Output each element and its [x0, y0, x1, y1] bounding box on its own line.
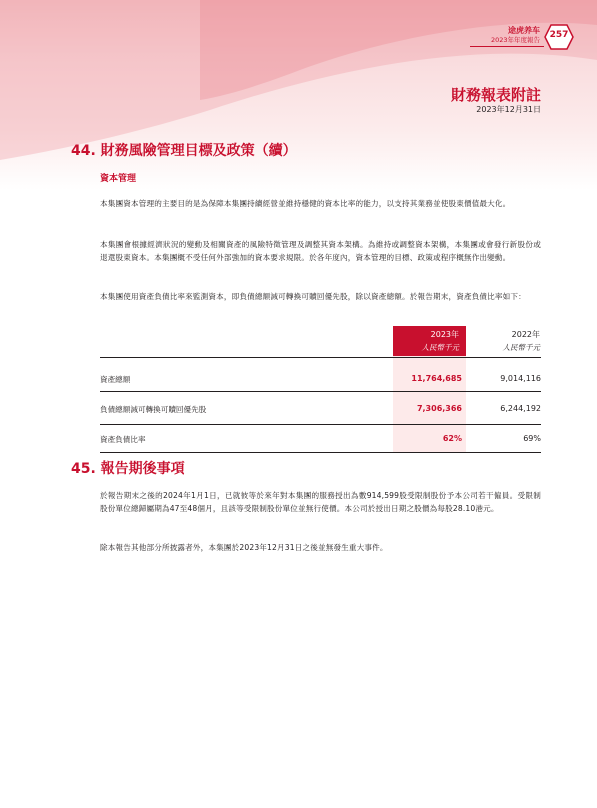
capital-management-paragraph-3: 本集團使用資產負債比率來監測資本，即負債總額減可轉換可贖回優先股，除以資產總額。於報告期末，資產負債比率如下：: [100, 292, 526, 301]
table-row-gearing-2022: 69%: [523, 434, 541, 443]
note-44-heading: 44. 財務風險管理目標及政策（續）: [71, 143, 297, 159]
page-number-badge: [544, 24, 574, 50]
capital-management-subheading: 資本管理: [100, 174, 137, 184]
current-year-label: 2023年: [430, 330, 459, 339]
brand-name: 途虎养车: [508, 26, 540, 35]
previous-year-unit: 人民幣千元: [502, 343, 540, 352]
table-row-gearing-label: 資產負債比率: [100, 435, 146, 444]
section-title: 財務報表附註: [450, 86, 541, 104]
header-rule: [470, 46, 544, 47]
note-45-heading: 45. 報告期後事項: [71, 461, 185, 477]
table-bottom-rule: [100, 452, 541, 453]
table-row-rule: [100, 424, 541, 425]
report-title: 2023年年度報告: [490, 36, 540, 44]
section-date: 2023年12月31日: [476, 105, 541, 114]
capital-management-paragraph-1: 本集團資本管理的主要目的是為保障本集團持續經營並維持穩健的資本比率的能力，以支持其業務並使股東價值最大化。: [100, 199, 511, 208]
subsequent-events-paragraph-2: 除本報告其他部分所披露者外，本集團於2023年12月31日之後並無發生重大事件。: [100, 543, 388, 552]
table-row-gearing-2023: 62%: [442, 434, 462, 443]
table-header-rule: [100, 357, 541, 358]
page-number: 257: [549, 30, 569, 40]
table-row-rule: [100, 391, 541, 392]
table-row-total-assets-2022: 9,014,116: [500, 374, 541, 383]
table-row-liabilities-2022: 6,244,192: [500, 404, 541, 413]
table-row-liabilities-2023: 7,306,366: [416, 404, 462, 413]
capital-management-paragraph-2: 本集團會根據經濟狀況的變動及相關資產的風險特徵管理及調整其資本架構。為維持或調整資本架構，本集團或會發行新股份或退還股東資本。本集團概不受任何外部強加的資本要求規限。於各年度內，資本管理的目標、政策或程序概無作出變動。: [100, 240, 541, 262]
current-year-unit: 人民幣千元: [421, 343, 459, 352]
table-row-total-assets-2023: 11,764,685: [411, 374, 462, 383]
table-row-liabilities-label: 負債總額減可轉換可贖回優先股: [100, 405, 207, 414]
table-row-total-assets-label: 資產總額: [100, 375, 131, 384]
previous-year-label: 2022年: [511, 330, 540, 339]
subsequent-events-paragraph-1: 於報告期末之後的2024年1月1日，已就彼等於來年對本集團的服務授出為數914,599股受限制股份予本公司若干僱員。受限制股份單位總歸屬期為47至48個月，且該等受限制股份單位並無行使價。本公司於授出日期之股價為每股28.10港元。: [100, 491, 541, 513]
